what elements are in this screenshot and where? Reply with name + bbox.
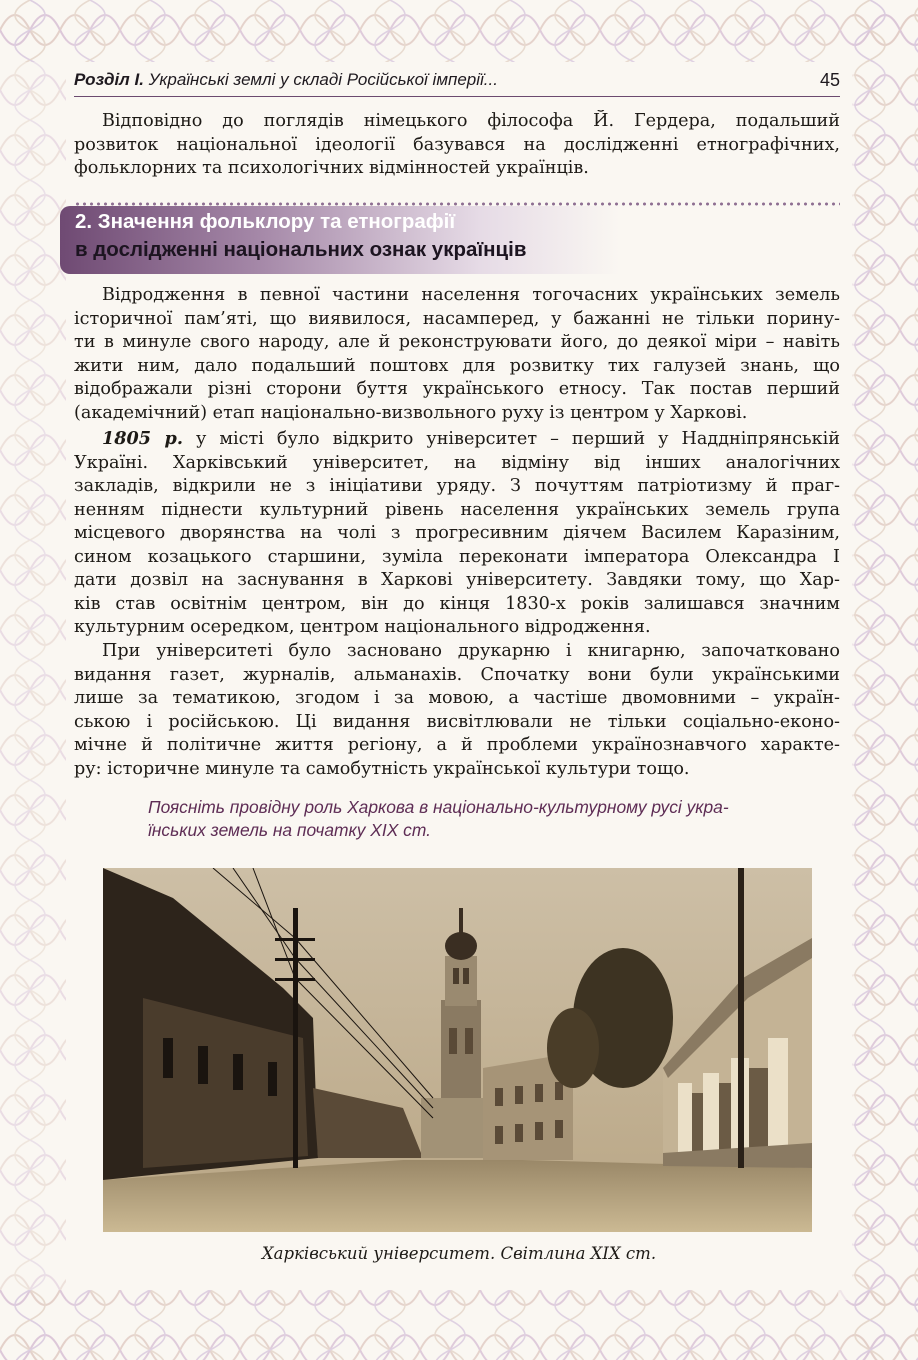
text-line: видання газет, журналів, альманахів. Спочатку вони були українськими	[74, 664, 840, 685]
text-line: лише за тематикою, згодом і за мовою, а частіше двомовними – україн-	[74, 688, 840, 708]
page-number: 45	[819, 70, 840, 90]
text-line: ру: історичне минуле та самобутність української культури тощо.	[74, 758, 690, 779]
text-line: Відродження в певної частини населення тогочасних українських земель	[102, 285, 840, 305]
paragraph-2	[74, 427, 840, 640]
paragraph-3	[74, 640, 840, 781]
text-line: ків став освітнім центром, він до кінця 1830-х років залишався значним	[74, 593, 840, 614]
header-chapter-title: Українські землі у складі Російської імперії...	[148, 70, 498, 89]
text-line: дати дозвіл на заснування в Харкові університету. Завдяки тому, що Хар-	[74, 570, 840, 590]
text-line: історичної пам’яті, що виявилося, насамперед, у бажанні не тільки порину-	[74, 308, 840, 329]
text-line: Україні. Харківський університет, на відміну від інших аналогічних	[74, 452, 840, 473]
paragraph-1	[74, 284, 840, 425]
photo-illustration	[103, 868, 812, 1232]
text-line: відображали різні сторони буття українського етносу. Так постав перший	[74, 379, 840, 399]
text-line: ською і російською. Ці видання висвітлювали не тільки соціально-еконо-	[74, 711, 840, 732]
section-heading-line-2: в дослідженні національних ознак українців	[75, 238, 527, 261]
question-line: Поясніть провідну роль Харкова в національно-культурному русі укра-	[148, 797, 729, 817]
text-line: ненням піднести культурний рівень населення українських земель група	[74, 499, 840, 520]
text-line: При університеті було засновано друкарню і книгарню, започатковано	[102, 641, 840, 661]
historical-photo-kharkiv-university	[103, 868, 812, 1232]
section-heading-line-1: 2. Значення фольклору та етнографії	[75, 210, 456, 233]
text-line: Відповідно до поглядів німецького філософа Й. Гердера, подальший	[102, 111, 840, 131]
text-line	[74, 427, 840, 452]
text-line: фольклорних та психологічних відмінностей українців.	[74, 158, 589, 178]
text-line: ти в минуле свого народу, але й реконструювати його, до деякої міри – навіть	[74, 332, 840, 352]
text-fragment: у місті було відкрито університет – перший у Наддніпрянській	[182, 429, 840, 449]
highlighted-year: 1805 р.	[102, 428, 183, 449]
text-line: місцевого дворянства на чолі з прогресивним діячем Василем Каразіним,	[74, 523, 840, 543]
running-header	[74, 70, 840, 97]
review-question	[148, 796, 840, 842]
text-line: мічне й політичне життя регіону, а й проблеми українознавчого характе-	[74, 735, 840, 755]
header-section-label: Розділ І.	[74, 70, 144, 89]
question-line: їнських земель на початку XIX ст.	[148, 820, 431, 840]
intro-paragraph	[74, 110, 840, 181]
text-line: розвиток національної ідеології базувався на дослідженні етнографічних,	[74, 134, 840, 155]
text-line: жити ним, дало подальший поштовх для розвитку тих галузей знань, що	[74, 355, 840, 376]
text-line: культурним осередком, центром національного відродження.	[74, 617, 651, 637]
text-line: (академічний) етап національно-визвольного руху із центром у Харкові.	[74, 402, 748, 423]
section-heading	[60, 206, 620, 274]
text-line: сином козацького старшини, зуміла переконати імператора Олександра І	[74, 546, 840, 567]
text-line: закладів, відкрили не з ініціативи уряду. З почуттям патріотизму й праг-	[74, 476, 840, 496]
photo-caption: Харківський університет. Світлина XIX ст.	[261, 1244, 657, 1263]
